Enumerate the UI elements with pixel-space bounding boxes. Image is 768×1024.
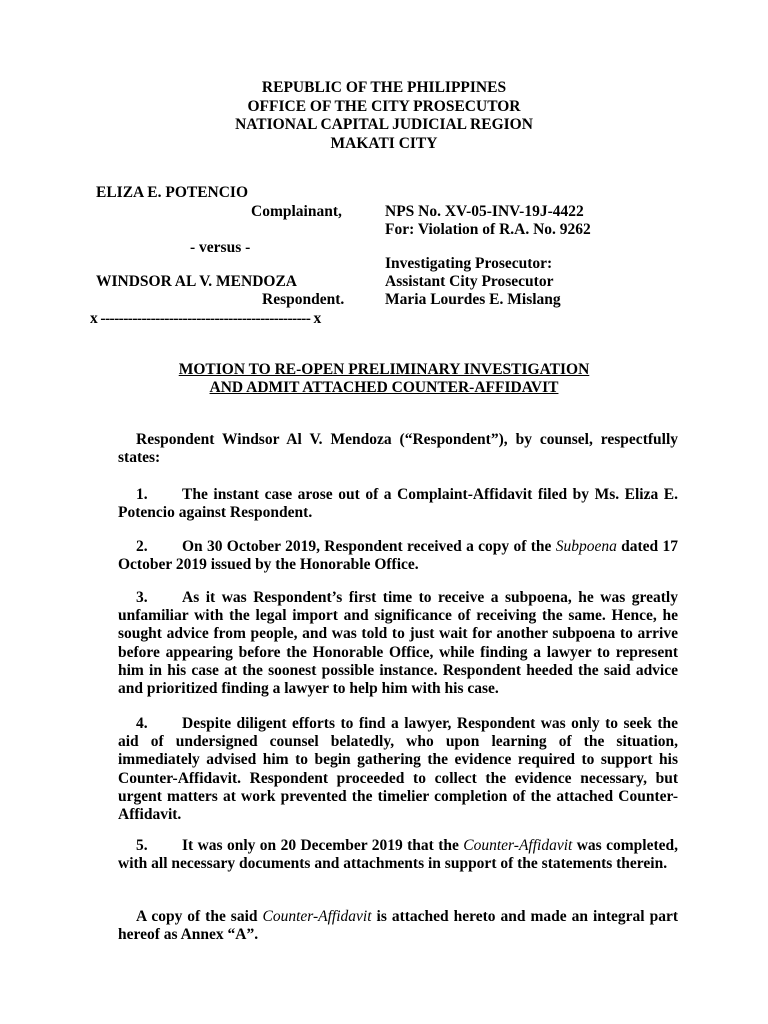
paragraph-4-text: Despite diligent efforts to find a lawyer, Respondent was only to seek the aid of undersigned counsel belatedly, who upon learning of the situation, immediately advised him to begin gathering the evidence required to support his Counter-Affidavit. Respondent proceeded to collect the evidence necessary, but urgent matters at work prevented the timelier completion of the attached Counter-Affidavit. bbox=[118, 715, 678, 824]
nps-number: NPS No. XV-05-INV-19J-4422 bbox=[385, 203, 584, 220]
paragraph-6-end: . bbox=[254, 926, 259, 944]
prosecutor-name: Maria Lourdes E. Mislang bbox=[385, 291, 561, 308]
caption-separator: x ---------------------------------------------- x bbox=[90, 310, 321, 327]
paragraph-1-text: The instant case arose out of a Complaint-Affidavit filed by Ms. Eliza E. Potencio against Respondent. bbox=[118, 486, 678, 522]
prosecutor-title: Assistant City Prosecutor bbox=[385, 273, 554, 290]
header-city: MAKATI CITY bbox=[330, 134, 438, 152]
counter-affidavit-emphasis-2: Counter-Affidavit bbox=[262, 908, 372, 925]
respondent-label: Respondent. bbox=[262, 291, 345, 308]
header-republic: REPUBLIC OF THE PHILIPPINES bbox=[261, 79, 507, 96]
motion-title-line1: MOTION TO RE-OPEN PRELIMINARY INVESTIGATION bbox=[178, 361, 590, 378]
complainant-label: Complainant, bbox=[251, 203, 342, 220]
header-office: OFFICE OF THE CITY PROSECUTOR bbox=[247, 97, 521, 115]
prosecutor-heading: Investigating Prosecutor: bbox=[385, 255, 553, 272]
paragraph-6 bbox=[118, 908, 678, 944]
paragraph-5-text-a: It was only on 20 December 2019 that the bbox=[182, 837, 464, 854]
paragraph-5-text-b: was completed, with all necessary documents and attachments in support of the statements therein. bbox=[118, 837, 678, 873]
paragraph-6-text-b: is attached hereto and made an integral part hereof as bbox=[118, 908, 678, 944]
paragraph-2-text-a: On 30 October 2019, Respondent received a copy of the bbox=[182, 538, 556, 555]
header-region: NATIONAL CAPITAL JUDICIAL REGION bbox=[235, 116, 533, 133]
paragraph-3 bbox=[118, 589, 678, 698]
violation-line: For: Violation of R.A. No. 9262 bbox=[385, 221, 591, 238]
paragraph-2 bbox=[118, 538, 678, 574]
paragraph-4-number: 4. bbox=[136, 715, 148, 732]
paragraph-5-number: 5. bbox=[136, 837, 148, 854]
subpoena-emphasis: Subpoena bbox=[555, 538, 617, 555]
paragraph-2-number: 2. bbox=[136, 538, 148, 555]
paragraph-1-number: 1. bbox=[136, 486, 148, 503]
paragraph-3-number: 3. bbox=[136, 589, 148, 606]
paragraph-4 bbox=[118, 715, 678, 824]
document-header bbox=[0, 79, 768, 153]
paragraph-2-text-b: dated 17 October 2019 issued by the Honorable Office. bbox=[118, 538, 678, 574]
paragraph-5 bbox=[118, 837, 678, 873]
intro-text: Respondent Windsor Al V. Mendoza (“Respondent”), by counsel, respectfully states: bbox=[118, 431, 678, 467]
respondent-name: WINDSOR AL V. MENDOZA bbox=[96, 273, 297, 290]
paragraph-3-text: As it was Respondent’s first time to receive a subpoena, he was greatly unfamiliar with the legal import and significance of receiving the same. Hence, he sought advice from people, and was told to just wait for another subpoena to arrive before appearing before the Honorable Office, while finding a lawyer to represent him in his case at the soonest possible instance. Respondent heeded the said advice and prioritized finding a lawyer to help him with his case. bbox=[118, 589, 678, 698]
counter-affidavit-emphasis: Counter-Affidavit bbox=[463, 837, 573, 854]
motion-title-line2: AND ADMIT ATTACHED COUNTER-AFFIDAVIT bbox=[209, 379, 559, 396]
paragraph-1 bbox=[118, 486, 678, 522]
paragraph-6-text-a: A copy of the said bbox=[136, 908, 263, 925]
intro-paragraph bbox=[118, 431, 678, 467]
annex-label: Annex “A” bbox=[180, 926, 255, 944]
motion-title bbox=[0, 361, 768, 397]
versus-label: - versus - bbox=[190, 239, 251, 256]
complainant-name: ELIZA E. POTENCIO bbox=[96, 184, 249, 201]
